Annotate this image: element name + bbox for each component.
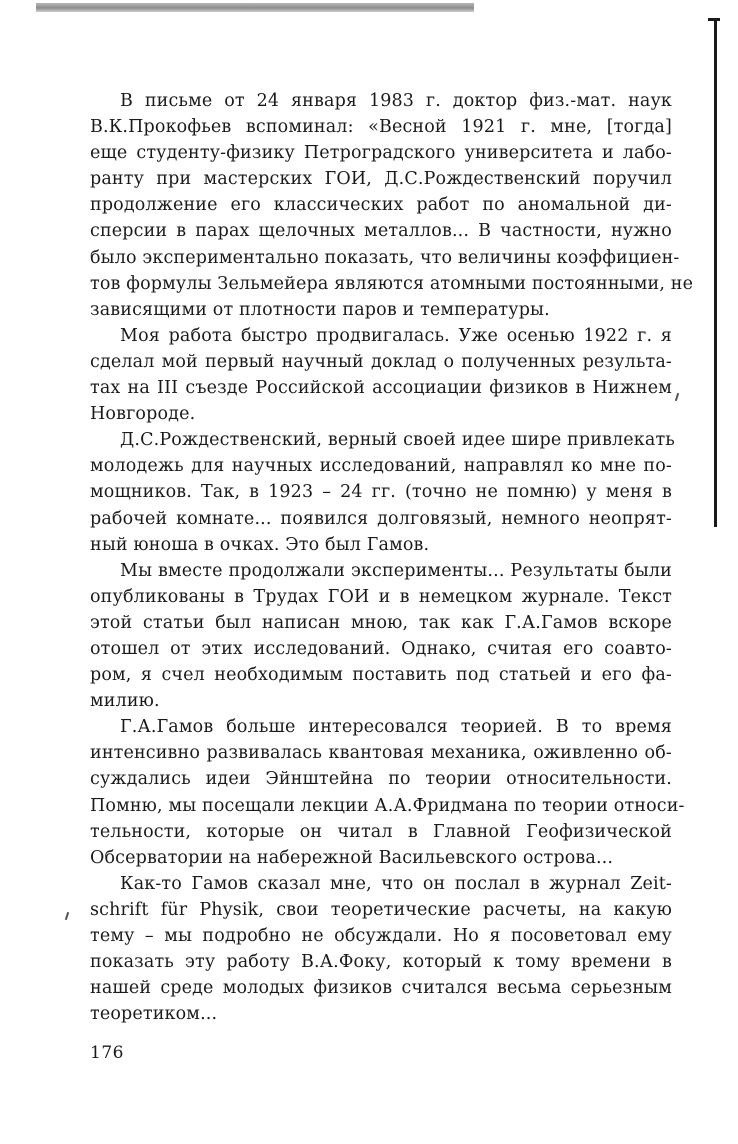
text-line: теоретиком... (90, 1004, 218, 1025)
text-line: Моя работа быстро продвигалась. Уже осенью 1922 г. я (120, 325, 672, 346)
text-line: опубликованы в Трудах ГОИ и в немецком журнале. Текст (90, 586, 672, 607)
page-body-text (90, 88, 694, 1027)
paragraph (90, 871, 672, 1028)
text-line: этой статьи был написан мною, так как Г.А.Гамов вскоре (90, 612, 672, 633)
text-line: нашей среде молодых физиков считался весьма серьезным (90, 978, 672, 999)
text-line: тов формулы Зельмейера являются атомными постоянными, не (90, 273, 694, 294)
text-line: Новгороде. (90, 404, 196, 425)
text-line: рабочей комнате... появился долговязый, немного неопрят- (90, 508, 672, 529)
margin-speck (675, 393, 679, 401)
text-line: Помню, мы посещали лекции А.А.Фридмана по теории относи- (90, 795, 685, 816)
text-line: Обсерватории на набережной Васильевского острова... (90, 847, 614, 868)
text-line: Д.С.Рождественский, верный своей идее шире привлекать (120, 430, 675, 451)
text-line: показать эту работу В.А.Фоку, который к тому времени в (90, 952, 672, 973)
text-line: суждались идеи Эйнштейна по теории относительности. (90, 769, 672, 790)
text-line: тах на III съезде Российской ассоциации физиков в Нижнем (90, 378, 672, 399)
top-scan-rule (36, 3, 474, 12)
text-line: молодежь для научных исследований, направлял ко мне по- (90, 456, 672, 477)
text-line: ранту при мастерских ГОИ, Д.С.Рождественский поручил (90, 169, 672, 190)
text-line: schrift für Physik, свои теоретические расчеты, на какую (90, 899, 672, 920)
text-line: В письме от 24 января 1983 г. доктор физ.-мат. наук (120, 91, 672, 111)
margin-bracket-line (714, 18, 717, 527)
text-line: тельности, которые он читал в Главной Геофизической (90, 821, 672, 842)
margin-bracket-tick (708, 18, 720, 21)
text-line: Мы вместе продолжали эксперименты... Результаты были (120, 560, 672, 581)
text-line: было экспериментально показать, что величины коэффициен- (90, 247, 680, 268)
text-line: ный юноша в очках. Это был Гамов. (90, 534, 430, 555)
page-number: 176 (90, 1043, 124, 1063)
text-line: продолжение его классических работ по аномальной ди- (90, 195, 672, 216)
text-line: еще студенту-физику Петроградского университета и лабо- (90, 143, 672, 164)
text-line: зависящими от плотности паров и температуры. (90, 299, 550, 320)
paragraph (90, 714, 685, 871)
margin-speck (65, 912, 69, 920)
text-line: Г.А.Гамов больше интересовался теорией. В то время (120, 717, 672, 738)
text-line: сперсии в парах щелочных металлов... В частности, нужно (90, 221, 672, 242)
text-line: милию. (90, 691, 160, 712)
text-line: Как-то Гамов сказал мне, что он послал в журнал Zeit- (120, 873, 672, 894)
paragraph (90, 427, 675, 557)
text-line: В.К.Прокофьев вспоминал: «Весной 1921 г. мне, [тогда] (90, 117, 672, 138)
paragraph (90, 88, 694, 323)
paragraph (90, 558, 672, 715)
text-line: тему – мы подробно не обсуждали. Но я посоветовал ему (90, 926, 672, 946)
paragraph (90, 323, 672, 427)
text-line: мощников. Так, в 1923 – 24 гг. (точно не помню) у меня в (90, 482, 672, 503)
text-line: интенсивно развивалась квантовая механика, оживленно об- (90, 743, 672, 764)
text-line: сделал мой первый научный доклад о полученных результа- (90, 351, 672, 372)
text-line: ром, я счел необходимым поставить под статьей и его фа- (90, 665, 672, 686)
text-line: отошел от этих исследований. Однако, считая его соавто- (90, 638, 672, 659)
